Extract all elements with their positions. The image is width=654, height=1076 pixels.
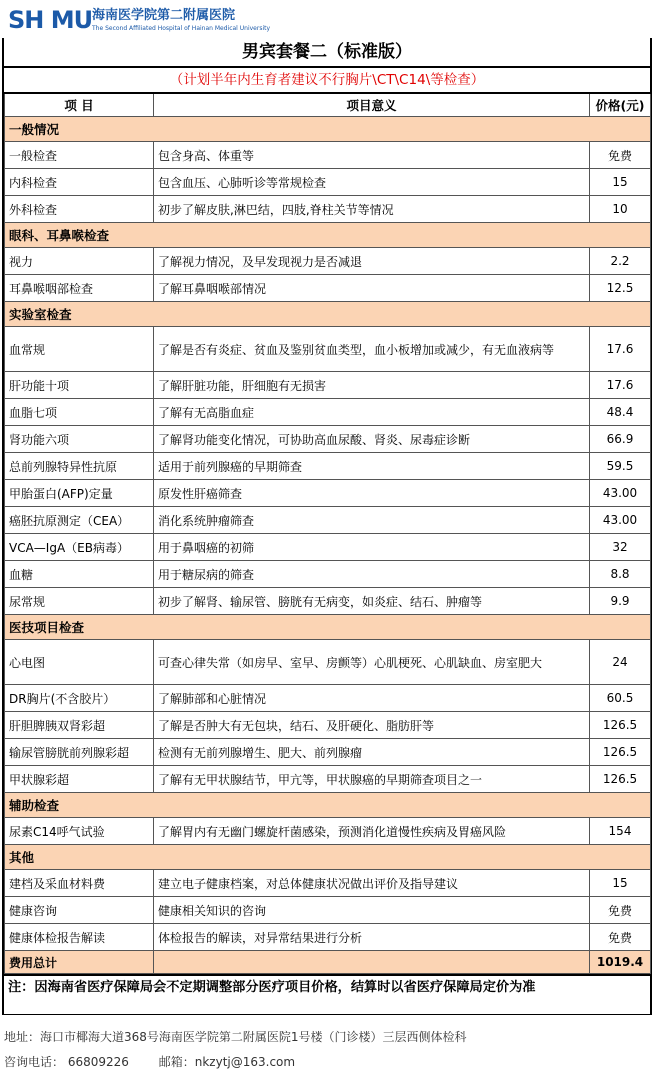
section-row xyxy=(5,793,651,818)
table-row xyxy=(5,480,651,507)
item-name: 尿常规 xyxy=(5,588,154,615)
item-name: 一般检查 xyxy=(5,142,154,169)
item-description: 建立电子健康档案，对总体健康状况做出评价及指导建议 xyxy=(154,870,590,897)
item-name: VCA—IgA（EB病毒） xyxy=(5,534,154,561)
table-row xyxy=(5,453,651,480)
table-header xyxy=(5,93,651,117)
page-title: 男宾套餐二（标准版） xyxy=(242,42,412,62)
item-name: 外科检查 xyxy=(5,196,154,223)
table-row xyxy=(5,588,651,615)
item-price: 66.9 xyxy=(590,426,651,453)
item-name: 肝胆脾胰双肾彩超 xyxy=(5,712,154,739)
item-description: 检测有无前列腺增生、肥大、前列腺瘤 xyxy=(154,739,590,766)
hospital-logo: SH MU xyxy=(8,6,93,34)
table-row xyxy=(5,426,651,453)
item-description: 了解视力情况，及早发现视力是否减退 xyxy=(154,248,590,275)
item-description: 消化系统肿瘤筛查 xyxy=(154,507,590,534)
item-price: 32 xyxy=(590,534,651,561)
item-name: 健康咨询 xyxy=(5,897,154,924)
item-name: 血糖 xyxy=(5,561,154,588)
section-label: 眼科、耳鼻喉检查 xyxy=(5,223,651,248)
section-row xyxy=(5,615,651,640)
item-name: 癌胚抗原测定（CEA） xyxy=(5,507,154,534)
table-row xyxy=(5,712,651,739)
section-label: 实验室检查 xyxy=(5,302,651,327)
table-row xyxy=(5,561,651,588)
item-price: 43.00 xyxy=(590,480,651,507)
item-description: 了解是否有炎症、贫血及鉴别贫血类型，血小板增加或减少，有无血液病等 xyxy=(154,327,590,372)
price-note: 注：因海南省医疗保障局会不定期调整部分医疗项目价格，结算时以省医疗保障局定价为准 xyxy=(2,975,652,1015)
item-price: 10 xyxy=(590,196,651,223)
item-price: 126.5 xyxy=(590,766,651,793)
item-name: 尿素C14呼气试验 xyxy=(5,818,154,845)
item-price: 12.5 xyxy=(590,275,651,302)
item-description: 了解是否肿大有无包块，结石、及肝硬化、脂肪肝等 xyxy=(154,712,590,739)
item-price: 24 xyxy=(590,640,651,685)
package-sheet xyxy=(2,38,652,990)
item-description: 包含身高、体重等 xyxy=(154,142,590,169)
item-price: 126.5 xyxy=(590,712,651,739)
total-label: 费用总计 xyxy=(5,951,154,974)
item-description: 了解有无高脂血症 xyxy=(154,399,590,426)
section-label: 一般情况 xyxy=(5,117,651,142)
item-description: 体检报告的解读，对异常结果进行分析 xyxy=(154,924,590,951)
table-row xyxy=(5,640,651,685)
item-description: 原发性肝癌筛查 xyxy=(154,480,590,507)
table-row xyxy=(5,169,651,196)
contact-info xyxy=(4,1053,321,1070)
item-description: 用于鼻咽癌的初筛 xyxy=(154,534,590,561)
item-description: 初步了解肾、输尿管、膀胱有无病变，如炎症、结石、肿瘤等 xyxy=(154,588,590,615)
table-row xyxy=(5,685,651,712)
item-price: 9.9 xyxy=(590,588,651,615)
table-row xyxy=(5,897,651,924)
item-name: 血脂七项 xyxy=(5,399,154,426)
item-name: 心电图 xyxy=(5,640,154,685)
item-name: 肾功能六项 xyxy=(5,426,154,453)
section-row xyxy=(5,117,651,142)
table-row xyxy=(5,870,651,897)
item-price: 15 xyxy=(590,169,651,196)
table-row xyxy=(5,818,651,845)
hospital-header xyxy=(0,0,654,40)
item-name: 建档及采血材料费 xyxy=(5,870,154,897)
item-description: 了解肝脏功能，肝细胞有无损害 xyxy=(154,372,590,399)
item-description: 了解肾功能变化情况，可协助高血尿酸、肾炎、尿毒症诊断 xyxy=(154,426,590,453)
table-row xyxy=(5,142,651,169)
hospital-name-en: The Second Affiliated Hospital of Hainan Medical University xyxy=(92,25,271,32)
email: 邮箱：nkzytj@163.com xyxy=(158,1055,296,1069)
item-price: 免费 xyxy=(590,897,651,924)
item-name: DR胸片(不含胶片） xyxy=(5,685,154,712)
subtitle-warning: （计划半年内生育者建议不行胸片\CT\C14\等检查） xyxy=(4,66,650,92)
section-row xyxy=(5,845,651,870)
item-price: 免费 xyxy=(590,142,651,169)
item-name: 甲状腺彩超 xyxy=(5,766,154,793)
item-description: 了解胃内有无幽门螺旋杆菌感染，预测消化道慢性疾病及胃癌风险 xyxy=(154,818,590,845)
item-name: 总前列腺特异性抗原 xyxy=(5,453,154,480)
section-label: 医技项目检查 xyxy=(5,615,651,640)
item-name: 内科检查 xyxy=(5,169,154,196)
item-price: 59.5 xyxy=(590,453,651,480)
col-header-item: 项 目 xyxy=(5,93,154,117)
section-label: 辅助检查 xyxy=(5,793,651,818)
item-description: 初步了解皮肤,淋巴结，四肢,脊柱关节等情况 xyxy=(154,196,590,223)
col-header-meaning: 项目意义 xyxy=(154,93,590,117)
item-price: 免费 xyxy=(590,924,651,951)
item-description: 了解有无甲状腺结节，甲亢等，甲状腺癌的早期筛查项目之一 xyxy=(154,766,590,793)
item-price: 43.00 xyxy=(590,507,651,534)
item-name: 输尿管膀胱前列腺彩超 xyxy=(5,739,154,766)
item-price: 2.2 xyxy=(590,248,651,275)
table-row xyxy=(5,766,651,793)
item-name: 甲胎蛋白(AFP)定量 xyxy=(5,480,154,507)
total-blank xyxy=(154,951,590,974)
table-row xyxy=(5,196,651,223)
item-price: 48.4 xyxy=(590,399,651,426)
table-row xyxy=(5,399,651,426)
item-description: 健康相关知识的咨询 xyxy=(154,897,590,924)
address: 地址：海口市椰海大道368号海南医学院第二附属医院1号楼（门诊楼）三层西侧体检科 xyxy=(4,1030,467,1044)
total-row xyxy=(5,951,651,974)
item-description: 用于糖尿病的筛查 xyxy=(154,561,590,588)
table-row xyxy=(5,372,651,399)
section-row xyxy=(5,302,651,327)
item-name: 肝功能十项 xyxy=(5,372,154,399)
table-row xyxy=(5,275,651,302)
hospital-name: 海南医学院第二附属医院 xyxy=(92,8,236,23)
table-row xyxy=(5,739,651,766)
item-description: 适用于前列腺癌的早期筛查 xyxy=(154,453,590,480)
item-price: 154 xyxy=(590,818,651,845)
table-row xyxy=(5,924,651,951)
table-row xyxy=(5,327,651,372)
items-table xyxy=(4,92,651,974)
col-header-price: 价格(元) xyxy=(590,93,651,117)
item-price: 17.6 xyxy=(590,372,651,399)
table-row xyxy=(5,507,651,534)
item-description: 了解耳鼻咽喉部情况 xyxy=(154,275,590,302)
section-label: 其他 xyxy=(5,845,651,870)
phone: 咨询电话： 66809226 xyxy=(4,1055,129,1069)
section-row xyxy=(5,223,651,248)
item-price: 126.5 xyxy=(590,739,651,766)
item-name: 血常规 xyxy=(5,327,154,372)
item-description: 包含血压、心肺听诊等常规检查 xyxy=(154,169,590,196)
item-name: 耳鼻喉咽部检查 xyxy=(5,275,154,302)
item-name: 视力 xyxy=(5,248,154,275)
item-description: 可查心律失常（如房早、室早、房颤等）心肌梗死、心肌缺血、房室肥大 xyxy=(154,640,590,685)
table-row xyxy=(5,248,651,275)
table-row xyxy=(5,534,651,561)
item-name: 健康体检报告解读 xyxy=(5,924,154,951)
item-price: 15 xyxy=(590,870,651,897)
item-price: 60.5 xyxy=(590,685,651,712)
item-description: 了解肺部和心脏情况 xyxy=(154,685,590,712)
item-price: 17.6 xyxy=(590,327,651,372)
item-price: 8.8 xyxy=(590,561,651,588)
total-price: 1019.4 xyxy=(590,951,651,974)
